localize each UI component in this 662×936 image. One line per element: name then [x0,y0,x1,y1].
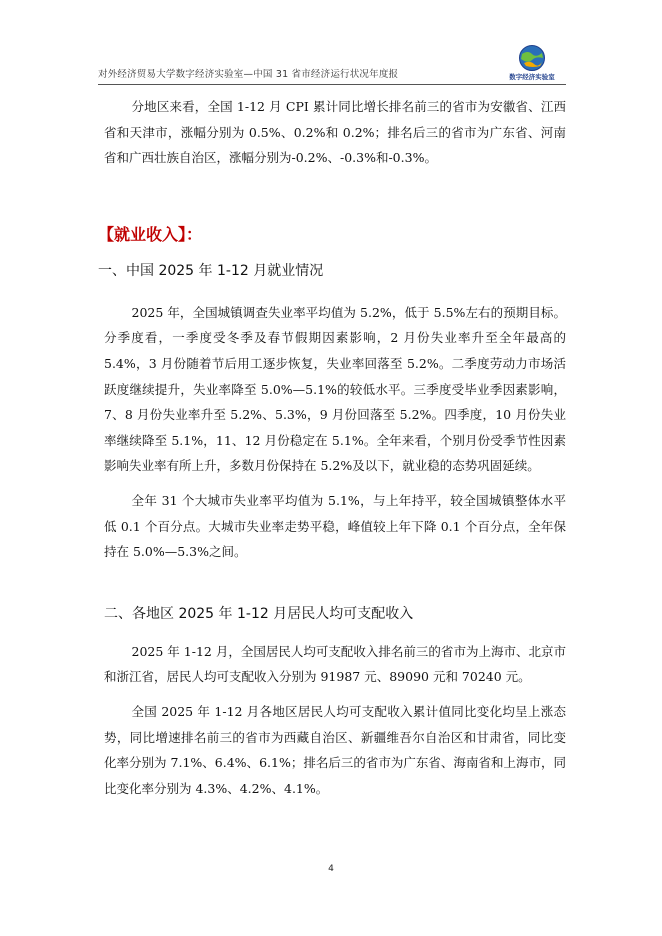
section-title-employment-income: 【就业收入】： [98,224,203,244]
heading-income: 二、各地区 2025 年 1-12 月居民人均可支配收入 [104,605,414,622]
heading-employment: 一、中国 2025 年 1-12 月就业情况 [98,262,324,279]
page-number: 4 [328,864,334,874]
logo-text: 数字经济实验室 [509,73,555,81]
employment-paragraph-1: 2025 年，全国城镇调查失业率平均值为 5.2%，低于 5.5%左右的预期目标。分季度看，一季度受冬季及春节假期因素影响，2 月份失业率升至全年最高的 5.4%，3 月份随着节后用工逐步恢复，失业率回落至 5.2%。二季度劳动力市场活跃度继续提升，失业率降至 5.0%—5.1%的较低水平。三季度受毕业季因素影响，7、8 月份失业率升至 5.2%、5.3%，9 月份回落至 5.2%。四季度，10 月份失业率继续降至 5.1%，11、12 月份稳定在 5.1%。全年来看，个别月份受季节性因素影响失业率有所上升，多数月份保持在 5.2%及以下，就业稳的态势巩固延续。 [104,304,566,474]
income-paragraph-2: 全国 2025 年 1-12 月各地区居民人均可支配收入累计值同比变化均呈上涨态势，同比增速排名前三的省市为西藏自治区、新疆维吾尔自治区和甘肃省，同比变化率分别为 7.1%、6.4%、6.1%；排名后三的省市为广东省、海南省和上海市，同比变化率分别为 4.3%、4.2%、4.1%。 [104,703,566,796]
cpi-paragraph: 分地区来看，全国 1-12 月 CPI 累计同比增长排名前三的省市为安徽省、江西省和天津市，涨幅分别为 0.5%、0.2%和 0.2%；排名后三的省市为广东省、河南省和广西壮族自治区，涨幅分别为-0.2%、-0.3%和-0.3%。 [104,99,566,166]
header-divider [98,84,566,85]
employment-paragraph-2: 全年 31 个大城市失业率平均值为 5.1%，与上年持平，较全国城镇整体水平低 0.1 个百分点。大城市失业率走势平稳，峰值较上年下降 0.1 个百分点，全年保持在 5.0%—5.3%之间。 [104,492,566,560]
lab-logo [502,44,562,84]
globe-logo-icon [518,44,546,72]
page-header [98,44,566,86]
header-title: 对外经济贸易大学数字经济实验室—中国 31 省市经济运行状况年度报 [98,69,399,80]
page-content [98,94,566,801]
income-paragraph-1: 2025 年 1-12 月，全国居民人均可支配收入排名前三的省市为上海市、北京市和浙江省，居民人均可支配收入分别为 91987 元、89090 元和 70240 元。 [104,643,566,685]
